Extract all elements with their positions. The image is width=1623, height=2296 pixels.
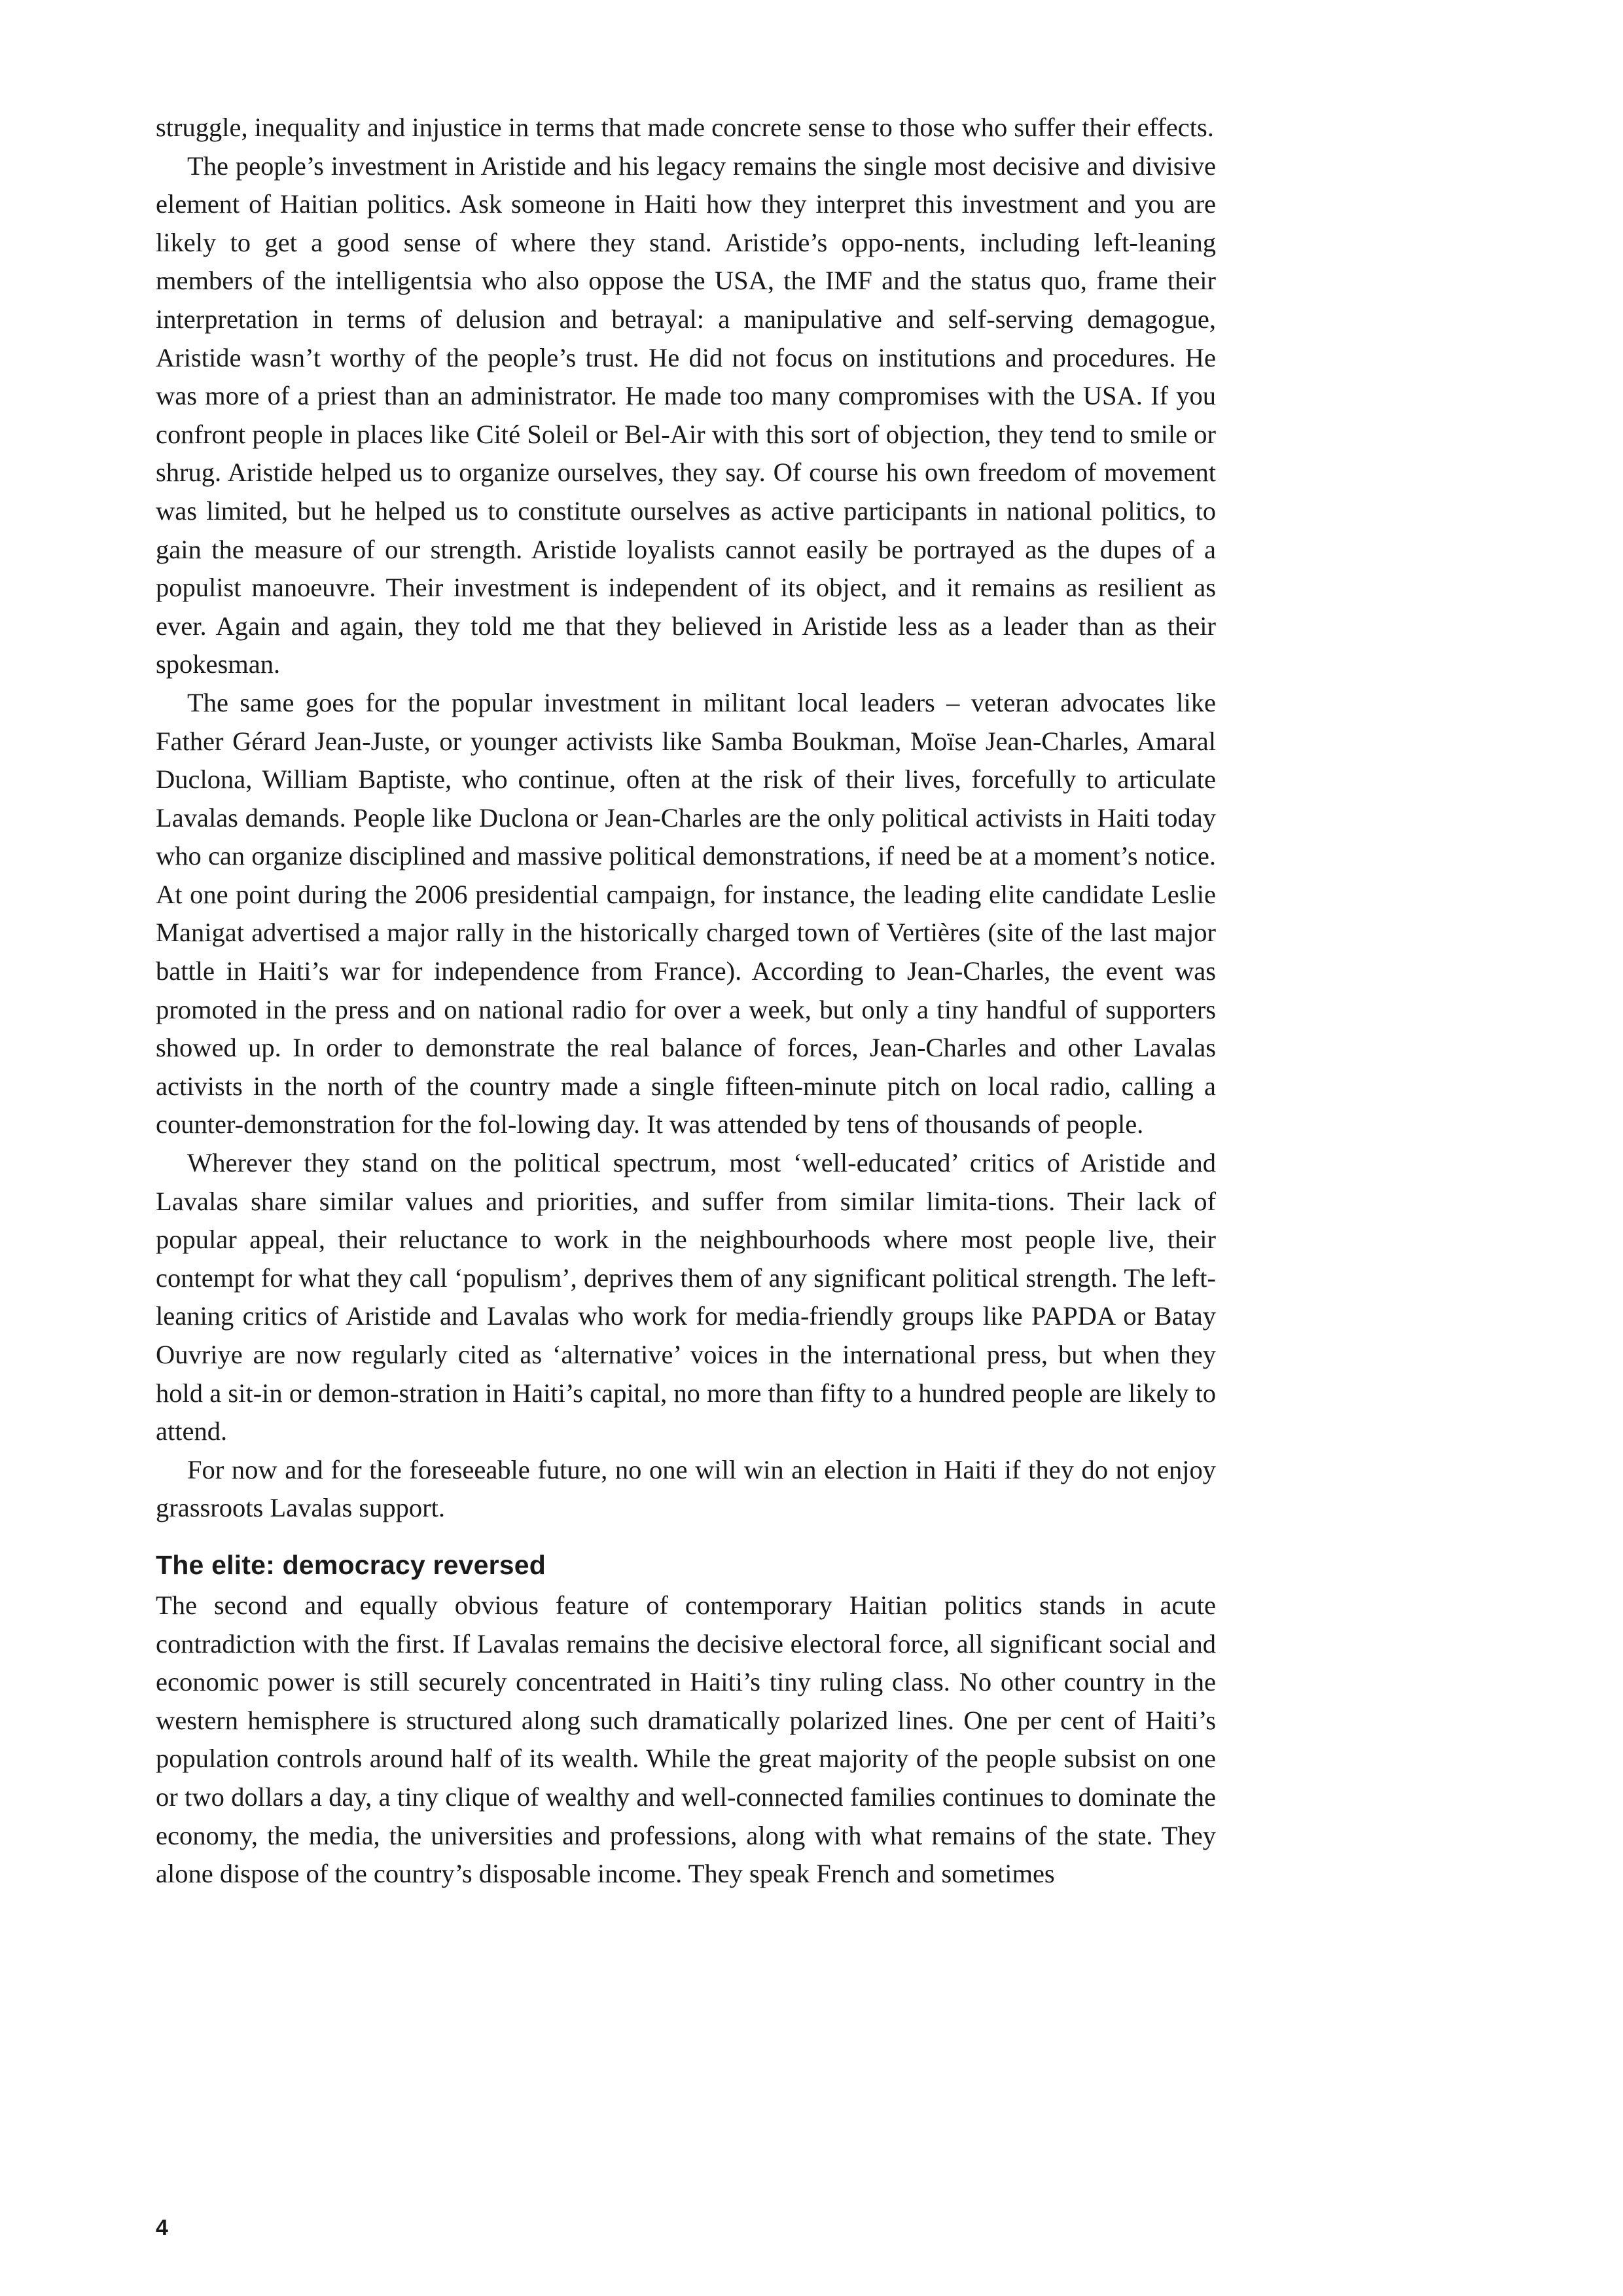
paragraph-1: struggle, inequality and injustice in terms that made concrete sense to those who suffer their effects. [156, 113, 1214, 142]
paragraph-3: The same goes for the popular investment in militant local leaders – veteran advocates like Father Gérard Jean-Juste, or younger activists like Samba Boukman, Moïse Jean-Charles, Amaral Duclona, William Baptiste, who continue, often at the risk of their lives, forcefully to articulate Lavalas demands. People like Duclona or Jean-Charles are the only political activists in Haiti today who can organize disciplined and massive political demonstrations, if need be at a moment’s notice. At one point during the 2006 presidential campaign, for instance, the leading elite candidate Leslie Manigat advertised a major rally in the historically charged town of Vertières (site of the last major battle in Haiti’s war for independence from France). According to Jean-Charles, the event was promoted in the press and on national radio for over a week, but only a tiny handful of supporters showed up. In order to demonstrate the real balance of forces, Jean-Charles and other Lavalas activists in the north of the country made a single fifteen-minute pitch on local radio, calling a counter-demonstration for the fol-lowing day. It was attended by tens of thousands of people. [156, 687, 1216, 1139]
paragraph-2: The people’s investment in Aristide and his legacy remains the single most decisive and divisive element of Haitian politics. Ask someone in Haiti how they interpret this investment and you are likely to get a good sense of where they stand. Aristide’s oppo-nents, including left-leaning members of the intelligentsia who also oppose the USA, the IMF and the status quo, frame their interpretation in terms of delusion and betrayal: a manipulative and self-serving demagogue, Aristide wasn’t worthy of the people’s trust. He did not focus on institutions and procedures. He was more of a priest than an administrator. He made too many compromises with the USA. If you confront people in places like Cité Soleil or Bel-Air with this sort of objection, they tend to smile or shrug. Aristide helped us to organize ourselves, they say. Of course his own freedom of movement was limited, but he helped us to constitute ourselves as active participants in national politics, to gain the measure of our strength. Aristide loyalists cannot easily be portrayed as the dupes of a populist manoeuvre. Their investment is independent of its object, and it remains as resilient as ever. Again and again, they told me that they believed in Aristide less as a leader than as their spokesman. [156, 151, 1216, 679]
section-heading: The elite: democracy reversed [156, 1549, 546, 1580]
paragraph-5: For now and for the foreseeable future, no one will win an election in Haiti if they do not enjoy grassroots Lavalas support. [156, 1454, 1216, 1523]
page-number: 4 [156, 2215, 168, 2240]
body-text [156, 109, 1216, 1893]
paragraph-4: Wherever they stand on the political spectrum, most ‘well-educated’ critics of Aristide and Lavalas share similar values and priorities, and suffer from similar limita-tions. Their lack of popular appeal, their reluctance to work in the neighbourhoods where most people live, their contempt for what they call ‘populism’, deprives them of any significant political strength. The left-leaning critics of Aristide and Lavalas who work for media-friendly groups like PAPDA or Batay Ouvriye are now regularly cited as ‘alternative’ voices in the international press, but when they hold a sit-in or demon-stration in Haiti’s capital, no more than fifty to a hundred people are likely to attend. [156, 1148, 1216, 1446]
paragraph-6: The second and equally obvious feature of contemporary Haitian politics stands in acute contradiction with the first. If Lavalas remains the decisive electoral force, all significant social and economic power is still securely concentrated in Haiti’s tiny ruling class. No other country in the western hemisphere is structured along such dramatically polarized lines. One per cent of Haiti’s population controls around half of its wealth. While the great majority of the people subsist on one or two dollars a day, a tiny clique of wealthy and well-connected families continues to dominate the economy, the media, the universities and professions, along with what remains of the state. They alone dispose of the country’s disposable income. They speak French and sometimes [156, 1590, 1216, 1889]
